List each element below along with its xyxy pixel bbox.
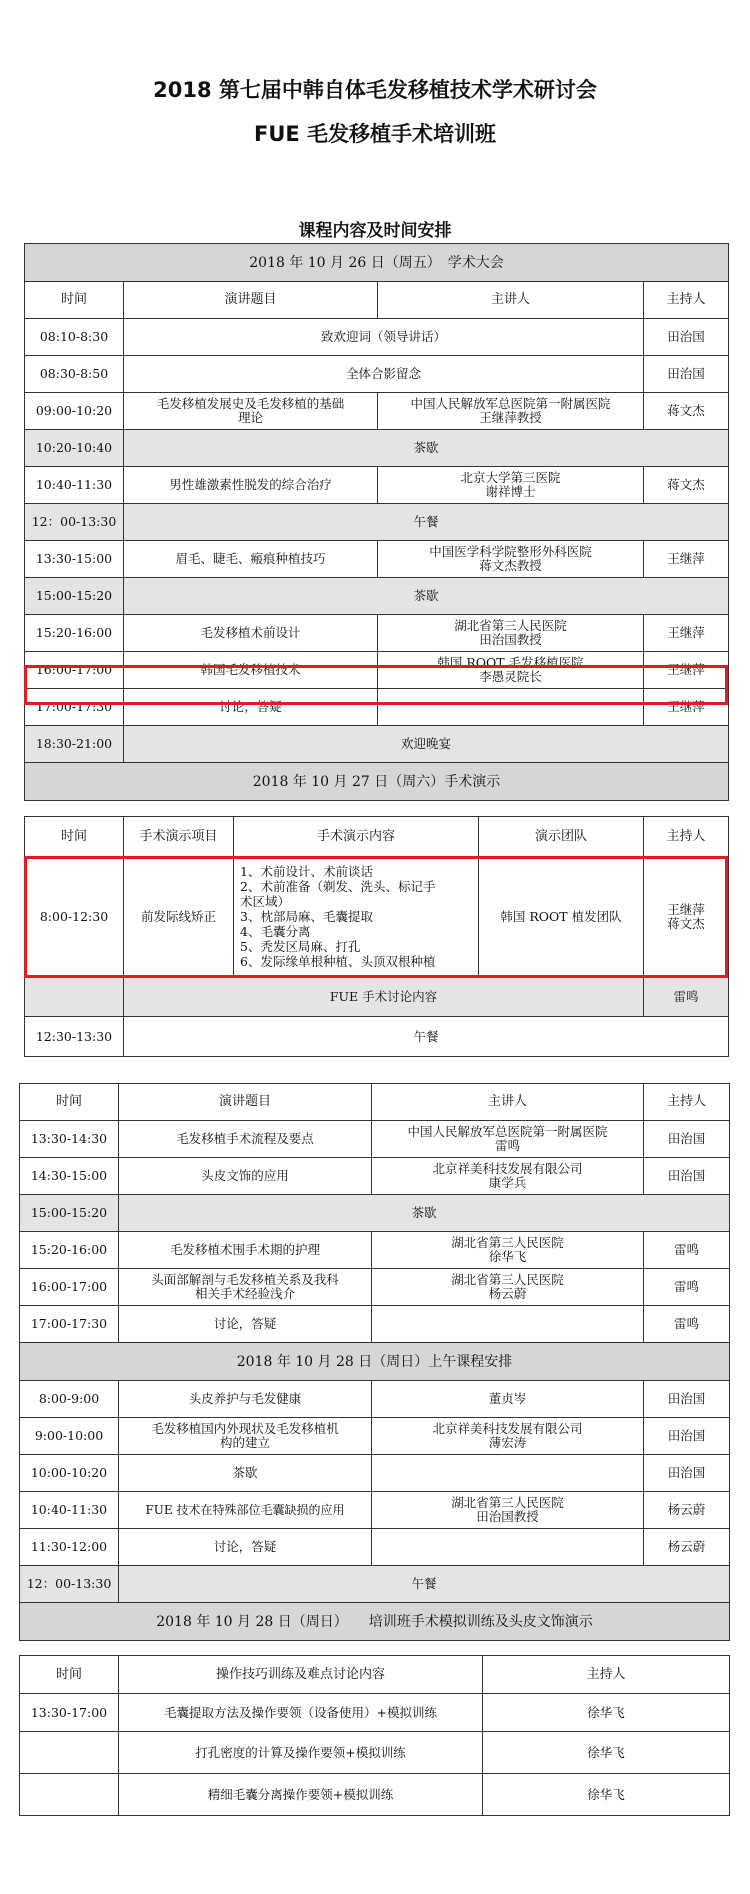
table-header-row (20, 1084, 730, 1121)
lunch-cell: 午餐 (124, 504, 729, 541)
time-cell: 08:10-8:30 (25, 319, 124, 356)
col-speaker: 主讲人 (378, 282, 644, 319)
table-row (25, 356, 729, 393)
lunch-cell: 午餐 (119, 1566, 730, 1603)
time-cell: 14:30-15:00 (20, 1158, 119, 1195)
speaker-cell (372, 1306, 644, 1343)
table-row (20, 1232, 730, 1269)
demo-step: 6、发际缘单根种植、头顶双根种植 (240, 954, 436, 969)
time-cell: 10:20-10:40 (25, 430, 124, 467)
lunch-cell: 午餐 (124, 1017, 729, 1057)
topic-cell: 韩国毛发移植技术 (124, 652, 378, 689)
table-row (25, 541, 729, 578)
time-cell: 12：00-13:30 (25, 504, 124, 541)
training-content-cell: 毛囊提取方法及操作要领（设备使用）+模拟训练 (119, 1694, 483, 1732)
topic-cell: 讨论，答疑 (119, 1306, 372, 1343)
time-cell: 12：00-13:30 (20, 1566, 119, 1603)
host-cell: 田治国 (644, 1158, 730, 1195)
speaker-cell: 董贞岑 (372, 1381, 644, 1418)
topic-cell: 讨论，答疑 (119, 1529, 372, 1566)
time-cell: 11:30-12:00 (20, 1529, 119, 1566)
speaker-cell (378, 467, 644, 504)
speaker-cell (372, 1492, 644, 1529)
speaker-org: 湖北省第三人民医院 (451, 1272, 564, 1287)
col-time: 时间 (25, 817, 124, 857)
speaker-cell (378, 615, 644, 652)
host-cell: 雷鸣 (644, 1306, 730, 1343)
time-cell: 8:00-9:00 (20, 1381, 119, 1418)
table-row (25, 689, 729, 726)
table-row (25, 504, 729, 541)
time-cell (25, 977, 124, 1017)
training-content-cell: 精细毛囊分离操作要领+模拟训练 (119, 1774, 483, 1816)
host-cell: 田治国 (644, 319, 729, 356)
topic-line: 构的建立 (219, 1435, 270, 1450)
col-time: 时间 (20, 1656, 119, 1694)
time-cell: 15:00-15:20 (25, 578, 124, 615)
speaker-cell (372, 1121, 644, 1158)
time-cell: 16:00-17:00 (25, 652, 124, 689)
time-cell (20, 1774, 119, 1816)
topic-cell: 眉毛、睫毛、瘢痕种植技巧 (124, 541, 378, 578)
topic-cell: 茶歇 (119, 1455, 372, 1492)
table-row (25, 393, 729, 430)
speaker-org: 北京大学第三医院 (460, 470, 561, 485)
time-cell: 08:30-8:50 (25, 356, 124, 393)
host-cell: 蒋文杰 (644, 393, 729, 430)
host-cell: 徐华飞 (483, 1732, 730, 1774)
break-cell: 茶歇 (124, 578, 729, 615)
table-row (20, 1306, 730, 1343)
table-row (20, 1158, 730, 1195)
speaker-org: 湖北省第三人民医院 (454, 618, 567, 633)
col-host: 主持人 (483, 1656, 730, 1694)
topic-line: 毛发移植发展史及毛发移植的基础 (156, 396, 345, 411)
host-cell: 杨云蔚 (644, 1529, 730, 1566)
table-row (20, 1774, 730, 1816)
host-cell: 田治国 (644, 1381, 730, 1418)
topic-cell: 讨论，答疑 (124, 689, 378, 726)
table-header-row (25, 282, 729, 319)
speaker-name: 谢祥博士 (485, 484, 536, 499)
speaker-name: 薄宏涛 (488, 1435, 527, 1450)
speaker-cell (372, 1158, 644, 1195)
topic-cell: 毛发移植术围手术期的护理 (119, 1232, 372, 1269)
time-cell: 8:00-12:30 (25, 857, 124, 977)
spacer (25, 801, 729, 803)
demo-step: 3、枕部局麻、毛囊提取 (240, 909, 373, 924)
col-topic: 演讲题目 (119, 1084, 372, 1121)
time-cell (20, 1732, 119, 1774)
time-cell: 13:30-15:00 (25, 541, 124, 578)
speaker-cell (372, 1529, 644, 1566)
host-cell: 田治国 (644, 1121, 730, 1158)
time-cell: 16:00-17:00 (20, 1269, 119, 1306)
topic-line: 毛发移植国内外现状及毛发移植机 (151, 1421, 339, 1436)
speaker-name: 王继萍教授 (479, 410, 542, 425)
table-row-highlighted (25, 652, 729, 689)
demo-step: 4、毛囊分离 (240, 924, 311, 939)
time-cell: 9:00-10:00 (20, 1418, 119, 1455)
host-cell: 雷鸣 (644, 977, 729, 1017)
time-cell: 17:00-17:30 (20, 1306, 119, 1343)
table-row (25, 319, 729, 356)
col-demo-content: 手术演示内容 (234, 817, 479, 857)
host-name: 王继萍 (667, 901, 705, 917)
col-speaker: 主讲人 (372, 1084, 644, 1121)
col-demo-project: 手术演示项目 (124, 817, 234, 857)
col-host: 主持人 (644, 282, 729, 319)
day2-section-header: 2018 年 10 月 27 日（周六）手术演示 (25, 763, 729, 801)
title-line-1: 2018 第七届中韩自体毛发移植技术学术研讨会 (153, 78, 597, 102)
time-cell: 15:00-15:20 (20, 1195, 119, 1232)
break-cell: 茶歇 (124, 430, 729, 467)
table-row (25, 1017, 729, 1057)
demo-row (25, 857, 729, 977)
time-cell: 18:30-21:00 (25, 726, 124, 763)
speaker-cell (378, 393, 644, 430)
table-row (20, 1195, 730, 1232)
schedule-subtitle: 课程内容及时间安排 (298, 221, 452, 241)
col-training-content: 操作技巧训练及难点讨论内容 (119, 1656, 483, 1694)
table-row (20, 1566, 730, 1603)
topic-cell: 毛发移植手术流程及要点 (119, 1121, 372, 1158)
host-cell: 雷鸣 (644, 1232, 730, 1269)
time-cell: 09:00-10:20 (25, 393, 124, 430)
dinner-cell: 欢迎晚宴 (124, 726, 729, 763)
speaker-org: 中国人民解放军总医院第一附属医院 (410, 396, 611, 411)
topic-cell (119, 1269, 372, 1306)
host-cell: 蒋文杰 (644, 467, 729, 504)
table-row (25, 726, 729, 763)
topic-cell: 全体合影留念 (124, 356, 644, 393)
topic-cell: 男性雄激素性脱发的综合治疗 (124, 467, 378, 504)
table-row (25, 430, 729, 467)
host-cell: 徐华飞 (483, 1774, 730, 1816)
table-row (25, 467, 729, 504)
table-row (25, 977, 729, 1017)
speaker-org: 北京祥美科技发展有限公司 (432, 1161, 583, 1176)
host-cell: 杨云蔚 (644, 1492, 730, 1529)
host-cell: 王继萍 (644, 689, 729, 726)
topic-cell: FUE 技术在特殊部位毛囊缺损的应用 (119, 1492, 372, 1529)
col-host: 主持人 (644, 1084, 730, 1121)
speaker-cell (372, 1455, 644, 1492)
table-row (20, 1492, 730, 1529)
topic-cell (124, 393, 378, 430)
speaker-cell (372, 1232, 644, 1269)
col-host: 主持人 (644, 817, 729, 857)
topic-line: 头面部解剖与毛发移植关系及我科 (151, 1272, 339, 1287)
speaker-org: 韩国 ROOT 毛发移植医院 (437, 655, 584, 670)
speaker-org: 中国医学科学院整形外科医院 (429, 544, 592, 559)
time-cell: 10:40-11:30 (25, 467, 124, 504)
time-cell: 15:20-16:00 (20, 1232, 119, 1269)
speaker-cell (378, 689, 644, 726)
speaker-name: 田治国教授 (479, 632, 542, 647)
host-name: 蒋文杰 (667, 915, 705, 931)
demo-step: 1、术前设计、术前谈话 (240, 864, 373, 879)
time-cell: 15:20-16:00 (25, 615, 124, 652)
host-cell: 田治国 (644, 356, 729, 393)
table-row (25, 578, 729, 615)
schedule-table-2 (19, 1083, 730, 1641)
topic-line: 理论 (237, 410, 263, 425)
col-demo-team: 演示团队 (479, 817, 644, 857)
training-header-row (20, 1656, 730, 1694)
host-cell: 田治国 (644, 1455, 730, 1492)
topic-cell (119, 1418, 372, 1455)
speaker-name: 田治国教授 (476, 1509, 539, 1524)
speaker-name: 雷鸣 (494, 1138, 520, 1153)
table-row (20, 1381, 730, 1418)
table-row (20, 1455, 730, 1492)
day3b-section-header: 2018 年 10 月 28 日（周日） 培训班手术模拟训练及头皮文饰演示 (20, 1603, 730, 1641)
host-cell: 徐华飞 (483, 1694, 730, 1732)
table-row (20, 1732, 730, 1774)
topic-cell: 头皮文饰的应用 (119, 1158, 372, 1195)
time-cell: 10:00-10:20 (20, 1455, 119, 1492)
host-cell: 王继萍 (644, 615, 729, 652)
speaker-name: 徐华飞 (488, 1249, 527, 1264)
demo-step: 2、术前准备（剃发、洗头、标记手 (240, 879, 436, 894)
host-cell (644, 857, 729, 977)
speaker-cell (372, 1418, 644, 1455)
host-cell: 雷鸣 (644, 1269, 730, 1306)
speaker-cell (378, 652, 644, 689)
demo-step: 5、秃发区局麻、打孔 (240, 939, 361, 954)
table-row (20, 1121, 730, 1158)
col-time: 时间 (20, 1084, 119, 1121)
speaker-org: 北京祥美科技发展有限公司 (432, 1421, 583, 1436)
fue-discussion-cell: FUE 手术讨论内容 (124, 977, 644, 1017)
break-cell: 茶歇 (119, 1195, 730, 1232)
time-cell: 12:30-13:30 (25, 1017, 124, 1057)
demo-step: 术区域） (240, 894, 291, 909)
demo-team-cell: 韩国 ROOT 植发团队 (479, 857, 644, 977)
time-cell: 13:30-14:30 (20, 1121, 119, 1158)
host-cell: 王继萍 (644, 652, 729, 689)
speaker-org: 湖北省第三人民医院 (451, 1235, 564, 1250)
table-row (20, 1529, 730, 1566)
col-topic: 演讲题目 (124, 282, 378, 319)
day3-section-header: 2018 年 10 月 28 日（周日）上午课程安排 (20, 1343, 730, 1381)
host-cell: 田治国 (644, 1418, 730, 1455)
speaker-name: 蒋文杰教授 (479, 558, 542, 573)
training-content-cell: 打孔密度的计算及操作要领+模拟训练 (119, 1732, 483, 1774)
speaker-name: 杨云蔚 (488, 1286, 527, 1301)
time-cell: 17:00-17:30 (25, 689, 124, 726)
host-cell: 王继萍 (644, 541, 729, 578)
speaker-cell (372, 1269, 644, 1306)
speaker-name: 康学兵 (488, 1175, 527, 1190)
speaker-cell (378, 541, 644, 578)
schedule-table-1 (24, 243, 729, 802)
demo-header-row (25, 817, 729, 857)
topic-line: 相关手术经验浅介 (194, 1286, 295, 1301)
speaker-name: 李愚灵院长 (479, 669, 542, 684)
time-cell: 10:40-11:30 (20, 1492, 119, 1529)
table-row (20, 1269, 730, 1306)
table-row (25, 615, 729, 652)
topic-cell: 毛发移植术前设计 (124, 615, 378, 652)
day1-section-header: 2018 年 10 月 26 日（周五） 学术大会 (25, 244, 729, 282)
topic-cell: 致欢迎词（领导讲话） (124, 319, 644, 356)
title-line-2: FUE 毛发移植手术培训班 (253, 122, 497, 146)
speaker-org: 湖北省第三人民医院 (451, 1495, 564, 1510)
time-cell: 13:30-17:00 (20, 1694, 119, 1732)
training-table (19, 1655, 730, 1816)
topic-cell: 头皮养护与毛发健康 (119, 1381, 372, 1418)
col-time: 时间 (25, 282, 124, 319)
demo-project-cell: 前发际线矫正 (124, 857, 234, 977)
demo-content-cell (234, 857, 479, 977)
table-row (20, 1418, 730, 1455)
table-row (20, 1694, 730, 1732)
surgery-demo-table (24, 816, 729, 1057)
speaker-org: 中国人民解放军总医院第一附属医院 (407, 1124, 608, 1139)
